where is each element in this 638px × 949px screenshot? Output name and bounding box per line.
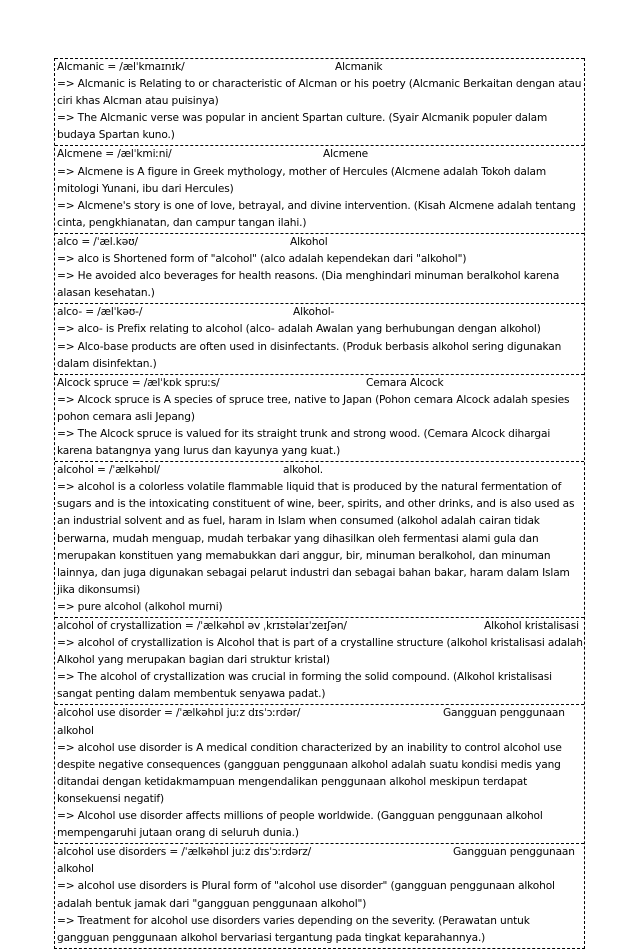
glossary-entry	[55, 843, 584, 948]
entry-definition: => Alcmene is A figure in Greek mythology, mother of Hercules (Alcmene adalah Tokoh dalam mitologi Yunani, ibu dari Hercules)	[57, 165, 547, 195]
entry-header	[57, 618, 583, 635]
entry-example: => Alco-base products are often used in disinfectants. (Produk berbasis alkohol sering digunakan dalam disinfektan.)	[57, 340, 562, 370]
entry-definition: => Alcmanic is Relating to or characteristic of Alcman or his poetry (Alcmanic Berkaitan dengan atau ciri khas Alcman atau puisinya)	[57, 78, 582, 108]
entry-term: alcohol = /ˈælkəhɒl/	[57, 464, 160, 477]
entry-header	[57, 462, 583, 479]
entry-term: Alcmene = /ælˈkmiːni/	[57, 148, 172, 161]
entry-translation: Cemara Alcock	[366, 376, 444, 389]
entry-definition: => Alcock spruce is A species of spruce tree, native to Japan (Pohon cemara Alcock adalah spesies pohon cemara asli Jepang)	[57, 393, 570, 423]
entry-translation: Gangguan penggunaan	[453, 846, 575, 859]
entry-example: => The Alcmanic verse was popular in ancient Spartan culture. (Syair Alcmanik populer dalam budaya Spartan kuno.)	[57, 112, 548, 142]
entry-definition: => alco is Shortened form of "alcohol" (alco adalah kependekan dari "alkohol")	[57, 253, 467, 266]
entry-term: alco- = /ælˈkəʊ-/	[57, 306, 143, 319]
entry-example: => He avoided alco beverages for health reasons. (Dia menghindari minuman beralkohol karena alasan kesehatan.)	[57, 270, 560, 300]
glossary-entry	[55, 374, 584, 461]
entry-definition: => alcohol use disorders is Plural form of "alcohol use disorder" (gangguan penggunaan alkohol adalah bentuk jamak dari "gangguan penggunaan alkohol")	[57, 880, 555, 910]
entry-term: alco = /ˈæl.kəʊ/	[57, 235, 138, 248]
entry-definition: => alcohol is a colorless volatile flammable liquid that is produced by the natural fermentation of sugars and is the intoxicating constituent of wine, beer, spirits, and other drinks, and is also used as an industrial solvent and as fuel, haram in Islam when consumed (alkohol adalah cairan tidak berwarna, mudah menguap, mudah terbakar yang dihasilkan oleh fermentasi alami gula dan merupakan konstituen yang memabukkan dari anggur, bir, minuman beralkohol, dan minuman lainnya, dan juga digunakan sebagai pelarut industri dan sebagai bahan bakar, haram dalam Islam jika dikonsumsi)	[57, 481, 575, 596]
glossary-entry	[55, 617, 584, 704]
entry-example: => The alcohol of crystallization was crucial in forming the solid compound. (Alkohol kristalisasi sangat penting dalam membentuk senyawa padat.)	[57, 671, 552, 701]
entry-example: => The Alcock spruce is valued for its straight trunk and strong wood. (Cemara Alcock dihargai karena batangnya yang lurus dan kayunya yang kuat.)	[57, 427, 551, 458]
entry-translation: alkohol.	[283, 464, 323, 477]
entry-example: => Treatment for alcohol use disorders varies depending on the severity. (Perawatan untuk gangguan penggunaan alkohol bervariasi tergantung pada tingkat keparahannya.)	[57, 914, 530, 944]
entry-definition: => alcohol of crystallization is Alcohol that is part of a crystalline structure (alkohol kristalisasi adalah Alkohol yang merupakan bagian dari struktur kristal)	[57, 637, 583, 667]
entry-term: alcohol of crystallization = /ˈælkəhɒl əv ˌkrɪstəlaɪˈzeɪʃən/	[57, 620, 347, 632]
entry-example: => Alcmene's story is one of love, betrayal, and divine intervention. (Kisah Alcmene adalah tentang cinta, pengkhianatan, dan campur tangan ilahi.)	[57, 199, 576, 229]
entry-definition: => alco- is Prefix relating to alcohol (alco- adalah Awalan yang berhubungan dengan alkohol)	[57, 323, 541, 336]
entry-definition: => alcohol use disorder is A medical condition characterized by an inability to control alcohol use despite negative consequences (gangguan penggunaan alkohol adalah suatu kondisi medis yang ditandai dengan ketidakmampuan mengendalikan penggunaan alkohol meskipun terdapat konsekuensi negatif)	[57, 741, 562, 805]
entry-example: => pure alcohol (alkohol murni)	[57, 600, 223, 613]
entry-header	[57, 59, 583, 76]
entry-translation: Gangguan penggunaan	[443, 707, 565, 720]
entry-term: Alcmanic = /ælˈkmaɪnɪk/	[57, 61, 185, 73]
glossary-entry	[55, 145, 584, 232]
entry-header	[57, 705, 583, 722]
entry-header	[57, 234, 583, 251]
entry-term: alcohol use disorders = /ˈælkəhɒl juːz dɪsˈɔːrdərz/	[57, 846, 312, 859]
entry-translation: Alkohol-	[293, 306, 335, 319]
entry-translation: Alcmene	[323, 148, 369, 161]
entry-translation: Alcmanik	[335, 61, 383, 73]
entry-translation-wrap: alkohol	[57, 724, 94, 737]
glossary-entry	[55, 303, 584, 373]
entry-term: Alcock spruce = /ælˈkɒk spruːs/	[57, 376, 220, 389]
entry-translation-wrap: alkohol	[57, 863, 94, 876]
entry-example: => Alcohol use disorder affects millions of people worldwide. (Gangguan penggunaan alkohol mempengaruhi jutaan orang di seluruh dunia.)	[57, 810, 543, 840]
glossary-entry	[55, 58, 584, 145]
entry-header	[57, 146, 583, 163]
glossary-entry	[55, 461, 584, 617]
entry-term: alcohol use disorder = /ˈælkəhɒl juːz dɪsˈɔːrdər/	[57, 707, 301, 720]
entry-header	[57, 304, 583, 321]
glossary-table	[54, 58, 585, 949]
glossary-entry	[55, 233, 584, 303]
entry-header	[57, 844, 583, 861]
glossary-entry	[55, 704, 584, 843]
entry-translation: Alkohol	[290, 235, 328, 248]
entry-header	[57, 375, 583, 392]
entry-translation: Alkohol kristalisasi	[484, 620, 579, 632]
